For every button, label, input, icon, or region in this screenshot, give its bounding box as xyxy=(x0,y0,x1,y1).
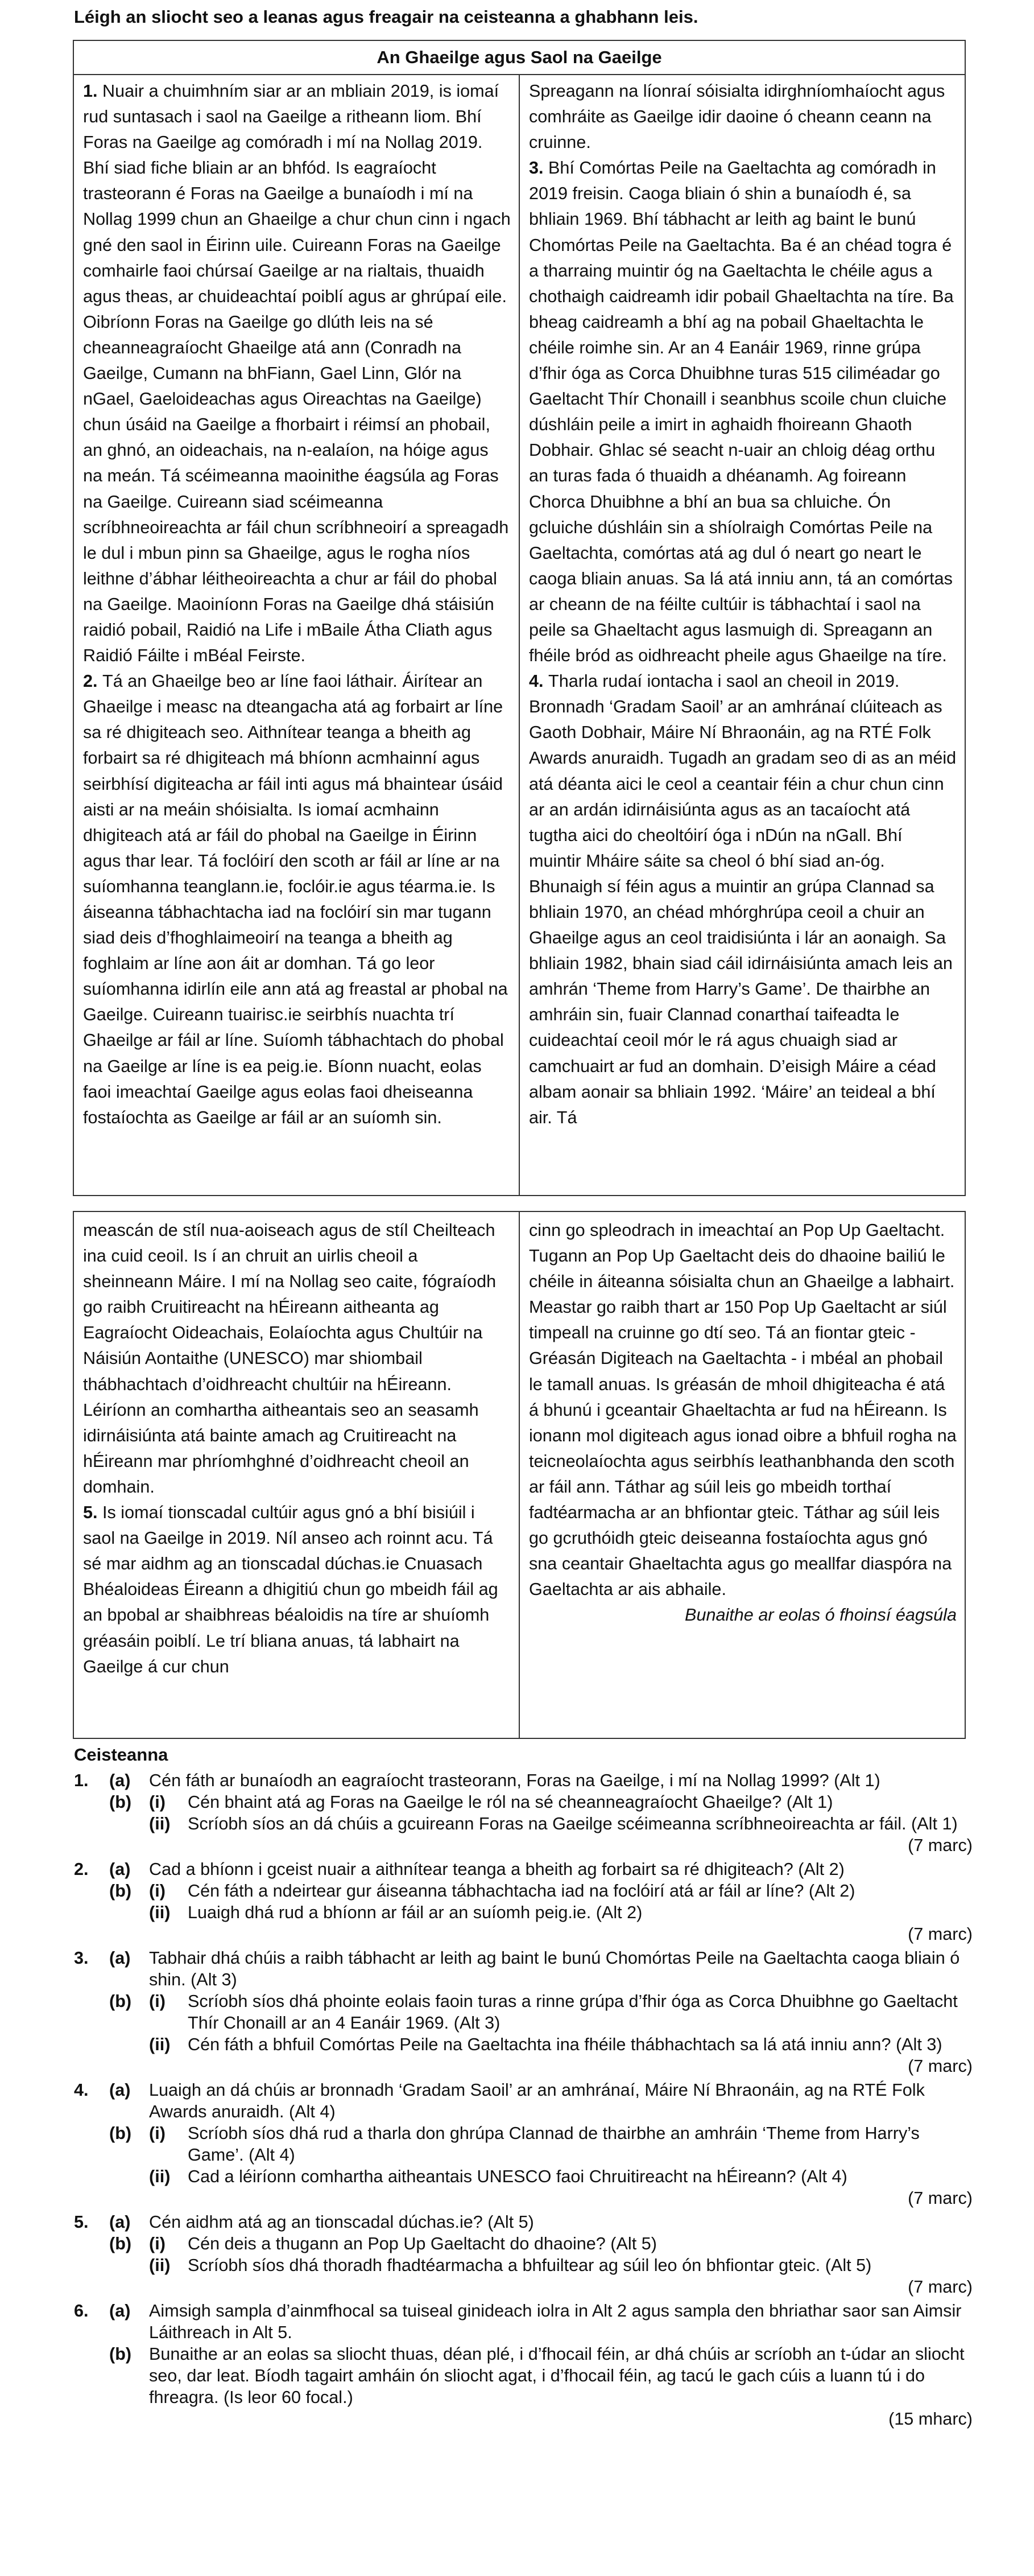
question-part xyxy=(74,1770,973,1791)
article-title: An Ghaeilge agus Saol na Gaeilge xyxy=(74,41,965,75)
paragraph-text: Bhí Comórtas Peile na Gaeltachta ag comóradh in 2019 freisin. Caoga bliain ó shin a bunaíodh é, sa bhliain 1969. Bhí tábhacht ar leith ag baint le bunú Chomórtas Peile na Gaeltachta. Ba é an chéad togra é a tharraing muintir óg na Gaeltachta le chéile agus a chothaigh caidreamh idir pobail Ghaeltachta na tíre. Ba bheag caidreamh a bhí ag na pobail Ghaeltachta le chéile roimhe sin. Ar an 4 Eanáir 1969, rinne grúpa d’fhir óga as Corca Dhuibhne turas 515 ciliméadar go Gaeltacht Thír Chonaill i seanbhus scoile chun cluiche dúshláin peile a imirt in aghaidh fhoireann Ghaoth Dobhair. Ghlac sé seacht n-uair an chloig déag orthu an turas fada ó thuaidh a dhéanamh. Ag foireann Chorca Dhuibhne a bhí an bua sa chluiche. Ón gcluiche dúshláin sin a shíolraigh Comórtas Peile na Gaeltachta, comórtas atá ag dul ó neart go neart le caoga bliain anuas. Sa lá atá inniu ann, tá an comórtas ar cheann de na féilte cultúir is tábhachtaí i saol na peile sa Ghaeltacht agus lasmuigh di. Spreagann an fhéile bród as oidhreacht pheile agus Ghaeilge na tíre. xyxy=(529,158,954,666)
question-part-label: (b) xyxy=(109,1792,132,1812)
question-part-label: (b) xyxy=(109,1992,132,2011)
marks: (7 marc) xyxy=(908,1924,973,1944)
question-number: 1. xyxy=(74,1771,89,1790)
question-part xyxy=(74,1813,973,1835)
question-text: Bunaithe ar an eolas sa sliocht thuas, déan plé, i d’fhocail féin, ar dhá chúis ar scríobh an t-údar an sliocht seo, dar leat. Bíodh tagairt amháin ón sliocht agat, i d’fhocail féin, ag tacú le gach cúis a luann tú i do fhreagra. (Is leor 60 focal.) xyxy=(149,2344,965,2407)
paragraph xyxy=(529,1218,957,1602)
question-part xyxy=(74,1791,973,1813)
question xyxy=(74,2079,973,2209)
question-number: 2. xyxy=(74,1860,89,1879)
question-part xyxy=(74,1902,973,1923)
marks: (7 marc) xyxy=(908,2056,973,2076)
paragraph-text: Nuair a chuimhním siar ar an mbliain 2019, is iomaí rud suntasach i saol na Gaeilge a ritheann liom. Bhí Foras na Gaeilge ag comóradh i mí na Nollag 2019. Bhí siad fiche bliain ar an bhfód. Is eagraíocht trasteorann é Foras na Gaeilge a bunaíodh i mí na Nollag 1999 chun an Ghaeilge a chur chun cinn i ngach gné den saol in Éirinn uile. Cuireann Foras na Gaeilge comhairle faoi chúrsaí Gaeilge ar na rialtais, thuaidh agus theas, ar chuideachtaí poiblí agus ar ghrúpaí eile. Oibríonn Foras na Gaeilge go dlúth leis na sé cheanneagraíocht Ghaeilge atá ann (Conradh na Gaeilge, Cumann na bhFiann, Gael Linn, Glór na nGael, Gaeloideachas agus Oireachtas na Gaeilge) chun úsáid na Gaeilge a fhorbairt i réimsí an phobail, an ghnó, an oideachais, na n-ealaíon, na hóige agus na meán. Tá scéimeanna maoinithe éagsúla ag Foras na Gaeilge. Cuireann siad scéimeanna scríbhneoireachta ar fáil chun scríbhneoirí a spreagadh le dul i mbun pinn sa Ghaeilge, agus le rogha níos leithne d’ábhar léitheoireachta a chur ar fáil do phobal na Gaeilge. Maoiníonn Foras na Gaeilge dhá stáisiún raidió pobail, Raidió na Life i mBaile Átha Cliath agus Raidió Fáilte i mBéal Feirste. xyxy=(83,81,511,666)
question xyxy=(74,1947,973,2077)
question-part-label: (a) xyxy=(109,2080,131,2100)
question-part xyxy=(74,2254,973,2276)
article-col-left-1 xyxy=(74,75,520,1195)
question-subpart-label: (i) xyxy=(149,1992,166,2011)
question-number: 4. xyxy=(74,2080,89,2100)
paragraph-text: Tá an Ghaeilge beo ar líne faoi láthair. Áirítear an Ghaeilge i measc na dteangacha atá ag forbairt ar líne sa ré dhigiteach seo. Aithnítear teanga a bheith ag forbairt sa ré dhigiteach má bhíonn acmhainní agus seirbhísí digiteacha ar fáil inti agus má bhaintear úsáid aisti ar na meáin shóisialta. Is iomaí acmhainn dhigiteach atá ar fáil do phobal na Gaeilge in Éirinn agus thar lear. Tá foclóirí den scoth ar fáil ar líne ar na suíomhanna teanglann.ie, foclóir.ie agus téarma.ie. Is áiseanna tábhachtacha iad na foclóirí sin mar tugann siad deis d’fhoghlaimeoirí na teanga a bheith ag foghlaim ar líne aon áit ar domhan. Tá go leor suíomhanna idirlín eile ann atá ag freastal ar phobal na Gaeilge. Cuireann tuairisc.ie seirbhís nuachta trí Ghaeilge ar fáil ar líne. Suíomh tábhachtach do phobal na Gaeilge ar líne is ea peig.ie. Bíonn nuacht, eolas faoi imeachtaí Gaeilge agus eolas faoi dheiseanna fostaíochta as Gaeilge ar fáil ar an suíomh sin. xyxy=(83,671,508,1127)
question-part-label: (b) xyxy=(109,2344,132,2364)
question-subpart-label: (i) xyxy=(149,1792,166,1812)
question-text: Tabhair dhá chúis a raibh tábhacht ar leith ag baint le bunú Chomórtas Peile na Gaeltachta caoga bliain ó shin. (Alt 3) xyxy=(149,1948,960,1989)
question-subpart-label: (i) xyxy=(149,1881,166,1901)
question xyxy=(74,1858,973,1945)
paragraph xyxy=(529,155,957,669)
question-part xyxy=(74,2343,973,2408)
question-text: Cad a léiríonn comhartha aitheantais UNESCO faoi Chruitireacht na hÉireann? (Alt 4) xyxy=(188,2167,847,2186)
paragraph xyxy=(529,79,957,155)
question-number: 6. xyxy=(74,2301,89,2321)
question-subpart-label: (i) xyxy=(149,2234,166,2253)
paragraph-number: 3. xyxy=(529,158,549,178)
question-part xyxy=(74,2122,973,2166)
question-text: Scríobh síos dhá thoradh fhadtéarmacha a bhfuiltear ag súil leo ón bhfiontar gteic. (Alt 5) xyxy=(188,2256,872,2275)
questions-heading: Ceisteanna xyxy=(74,1745,168,1765)
question-text: Cén fáth a ndeirtear gur áiseanna tábhachtacha iad na foclóirí atá ar fáil ar líne? (Alt 2) xyxy=(188,1881,855,1901)
paragraph-number: 2. xyxy=(83,671,103,691)
question-part xyxy=(74,2300,973,2343)
question-part-label: (b) xyxy=(109,2234,132,2253)
article-col-left-2 xyxy=(74,1212,520,1738)
paragraph-text: Spreagann na líonraí sóisialta idirghníomhaíocht agus comhráite as Gaeilge idir daoine ó cheann ceann na cruinne. xyxy=(529,81,945,153)
questions-list xyxy=(74,1770,973,2432)
question-text: Cén bhaint atá ag Foras na Gaeilge le ról na sé cheanneagraíocht Ghaeilge? (Alt 1) xyxy=(188,1792,833,1812)
question-text: Cad a bhíonn i gceist nuair a aithnítear teanga a bheith ag forbairt sa ré dhigiteach? (Alt 2) xyxy=(149,1860,845,1879)
paragraph-number: 4. xyxy=(529,671,549,691)
question xyxy=(74,1770,973,1856)
question-part xyxy=(74,1947,973,1990)
question-number: 3. xyxy=(74,1948,89,1968)
question-text: Cén fáth a bhfuil Comórtas Peile na Gaeltachta ina fhéile thábhachtach sa lá atá inniu ann? (Alt 3) xyxy=(188,2035,942,2054)
paragraph-text: Is iomaí tionscadal cultúir agus gnó a bhí bisiúil i saol na Gaeilge in 2019. Níl anseo ach roinnt acu. Tá sé mar aidhm ag an tionscadal dúchas.ie Cnuasach Bhéaloideas Éireann a dhigitiú chun go mbeidh fáil ag an bpobal ar shaibhreas béaloidis na tíre ar shuíomh gréasáin poiblí. Le trí bliana anuas, tá labhairt na Gaeilge á cur chun xyxy=(83,1503,498,1676)
paragraph-text: cinn go spleodrach in imeachtaí an Pop Up Gaeltacht. Tugann an Pop Up Gaeltacht deis do dhaoine bailiú le chéile in áiteanna sóisialta chun an Ghaeilge a labhairt. Meastar go raibh thart ar 150 Pop Up Gaeltacht ar siúl timpeall na cruinne go dtí seo. Tá an fiontar gteic - Gréasán Digiteach na Gaeltachta - i mbéal an phobail le tamall anuas. Is gréasán de mhoil dhigiteacha é atá á bhunú i gceantair Ghaeltachta ar fud na hÉireann. Is ionann mol digiteach agus ionad oibre a bhfuil rogha na teicneolaíochta agus seirbhís leathanbhanda den scoth ar fáil ann. Táthar ag súil leis go mbeidh torthaí fadtéarmacha ar an bhfiontar gteic. Táthar ag súil leis go gcruthóidh gteic deiseanna fostaíochta agus gnó sna ceantair Ghaeltachta agus go meallfar diaspóra na Gaeltachta ar ais abhaile. xyxy=(529,1221,957,1600)
question xyxy=(74,2211,973,2298)
paragraph xyxy=(83,669,511,1131)
marks: (7 marc) xyxy=(908,2277,973,2297)
question-part xyxy=(74,1990,973,2034)
question-text: Cén deis a thugann an Pop Up Gaeltacht do dhaoine? (Alt 5) xyxy=(188,2234,657,2253)
paragraph-text: meascán de stíl nua-aoiseach agus de stíl Cheilteach ina cuid ceoil. Is í an chruit an uirlis cheoil a sheinneann Máire. I mí na Nollag seo caite, fógraíodh go raibh Cruitireacht na hÉireann aitheanta ag Eagraíocht Oideachais, Eolaíochta agus Chultúir na Náisiún Aontaithe (UNESCO) mar shiombail thábhachtach d’oidhreacht chultúir na hÉireann. Léiríonn an comhartha aitheantais seo an seasamh idirnáisiúnta atá bainte amach ag Cruitireacht na hÉireann mar phríomhghné d’oidhreacht cheoil an domhain. xyxy=(83,1221,497,1497)
paragraph xyxy=(529,669,957,1131)
question xyxy=(74,2300,973,2430)
source-note: Bunaithe ar eolas ó fhoinsí éagsúla xyxy=(685,1605,957,1625)
article-col-right-1 xyxy=(520,75,965,1195)
article-box-1 xyxy=(73,40,966,1196)
question-part xyxy=(74,1880,973,1902)
question-subpart-label: (ii) xyxy=(149,2167,171,2186)
marks: (15 mharc) xyxy=(888,2409,973,2429)
paragraph-number: 5. xyxy=(83,1503,103,1523)
question-part-label: (a) xyxy=(109,1948,131,1968)
question-subpart-label: (ii) xyxy=(149,1814,171,1833)
paragraph xyxy=(83,79,511,669)
question-text: Scríobh síos an dá chúis a gcuireann Foras na Gaeilge scéimeanna scríbhneoireachta ar fáil. (Alt 1) xyxy=(188,1814,958,1833)
question-text: Luaigh dhá rud a bhíonn ar fáil ar an suíomh peig.ie. (Alt 2) xyxy=(188,1903,643,1922)
question-part-label: (a) xyxy=(109,2301,131,2321)
instruction: Léigh an sliocht seo a leanas agus freagair na ceisteanna a ghabhann leis. xyxy=(74,7,698,27)
question-text: Scríobh síos dhá rud a tharla don ghrúpa Clannad de thairbhe an amhráin ‘Theme from Harry’s Game’. (Alt 4) xyxy=(188,2124,920,2165)
question-subpart-label: (ii) xyxy=(149,2256,171,2275)
question-part-label: (a) xyxy=(109,2212,131,2232)
question-part xyxy=(74,2211,973,2233)
question-part xyxy=(74,2034,973,2055)
marks: (7 marc) xyxy=(908,2188,973,2208)
question-subpart-label: (ii) xyxy=(149,2035,171,2054)
article-box-2 xyxy=(73,1211,966,1739)
paragraph-number: 1. xyxy=(83,81,103,101)
question-part xyxy=(74,1858,973,1880)
question-part xyxy=(74,2166,973,2187)
question-text: Luaigh an dá chúis ar bronnadh ‘Gradam Saoil’ ar an amhránaí, Máire Ní Bhraonáin, ag na RTÉ Folk Awards anuraidh. (Alt 4) xyxy=(149,2080,925,2121)
paragraph xyxy=(83,1218,511,1500)
question-part xyxy=(74,2233,973,2254)
question-number: 5. xyxy=(74,2212,89,2232)
question-part-label: (b) xyxy=(109,2124,132,2143)
question-text: Cén fáth ar bunaíodh an eagraíocht trasteorann, Foras na Gaeilge, i mí na Nollag 1999? (Alt 1) xyxy=(149,1771,880,1790)
question-part xyxy=(74,2079,973,2122)
marks: (7 marc) xyxy=(908,1836,973,1855)
question-subpart-label: (ii) xyxy=(149,1903,171,1922)
question-text: Aimsigh sampla d’ainmfhocal sa tuiseal ginideach iolra in Alt 2 agus sampla den bhriathar saor san Aimsir Láithreach in Alt 5. xyxy=(149,2301,962,2342)
question-text: Scríobh síos dhá phointe eolais faoin turas a rinne grúpa d’fhir óga as Corca Dhuibhne go Gaeltacht Thír Chonaill ar an 4 Eanáir 1969. (Alt 3) xyxy=(188,1992,958,2033)
paragraph-text: Tharla rudaí iontacha i saol an cheoil in 2019. Bronnadh ‘Gradam Saoil’ ar an amhránaí clúiteach as Gaoth Dobhair, Máire Ní Bhraonáin, ag na RTÉ Folk Awards anuraidh. Tugadh an gradam seo di as an méid atá déanta aici le ceol a ceantair féin a chur chun cinn ar an ardán idirnáisiúnta agus as an tacaíocht atá tugtha aici do cheoltóirí óga i nDún na nGall. Bhí muintir Mháire sáite sa cheol ó bhí siad an-óg. Bhunaigh sí féin agus a muintir an grúpa Clannad sa bhliain 1970, an chéad mhórghrúpa ceoil a chuir an Ghaeilge agus an ceol traidisiúnta i lár an aonaigh. Sa bhliain 1982, bhain siad cáil idirnáisiúnta amach leis an amhrán ‘Theme from Harry’s Game’. De thairbhe an amhráin sin, fuair Clannad conarthaí taifeadta le cuideachtaí ceoil mór le rá agus chuaigh siad ar camchuairt ar fud an domhain. D’eisigh Máire a céad albam aonair sa bhliain 1992. ‘Máire’ an teideal a bhí air. Tá xyxy=(529,671,957,1127)
question-part-label: (a) xyxy=(109,1771,131,1790)
question-text: Cén aidhm atá ag an tionscadal dúchas.ie? (Alt 5) xyxy=(149,2212,534,2232)
article-col-right-2 xyxy=(520,1212,965,1738)
question-part-label: (a) xyxy=(109,1860,131,1879)
question-subpart-label: (i) xyxy=(149,2124,166,2143)
question-part-label: (b) xyxy=(109,1881,132,1901)
paragraph xyxy=(83,1500,511,1680)
